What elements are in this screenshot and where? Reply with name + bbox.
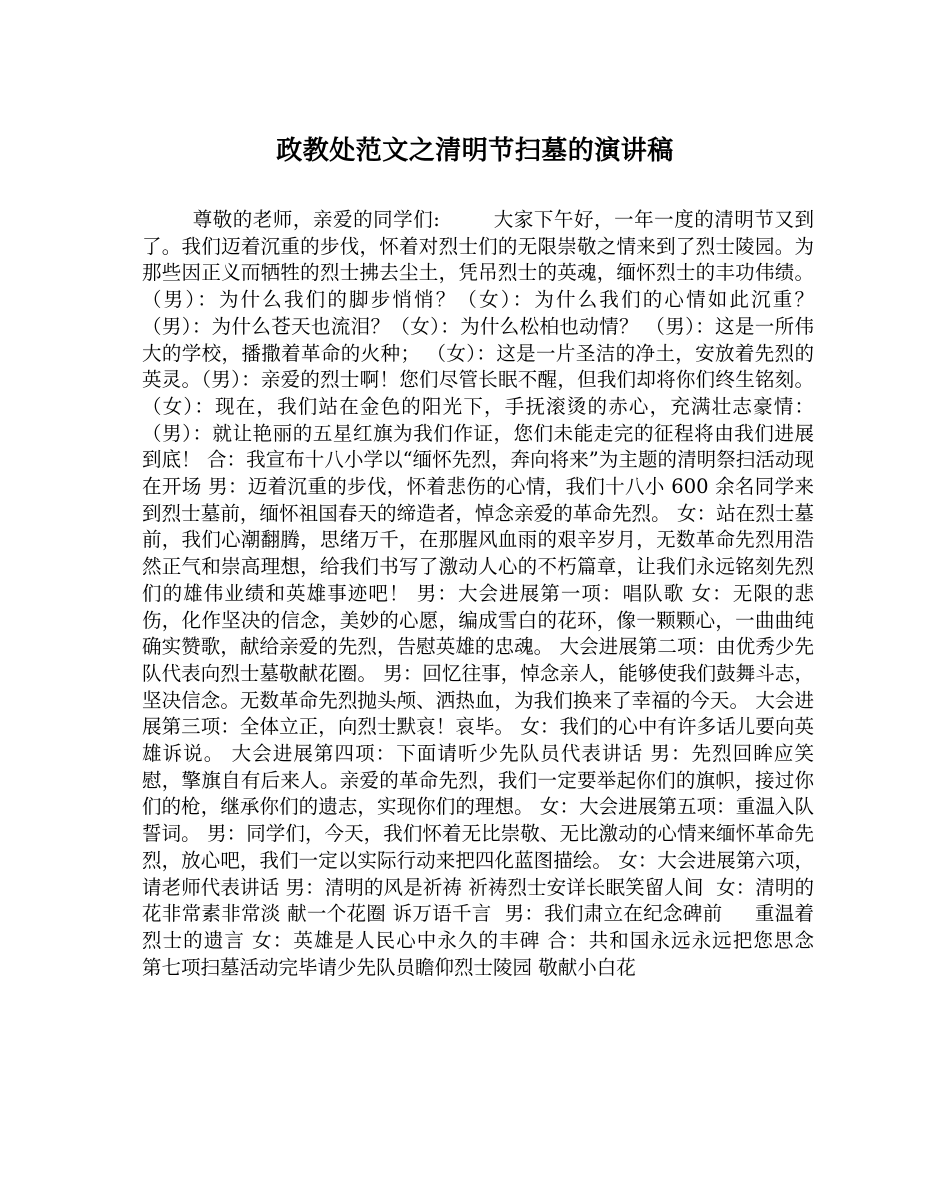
document-title: 政教处范文之清明节扫墓的演讲稿 [276, 136, 674, 166]
document-body: 尊敬的老师，亲爱的同学们: 大家下午好，一年一度的清明节又到了。我们迈着沉重的步伐，怀着对烈士们的无限崇敬之情来到了烈士陵园。为那些因正义而牺牲的烈士拂去尘土，凭吊烈士的英魂，缅怀烈士的丰功伟绩。 （男）：为什么我们的脚步悄悄？（女）：为什么我们的心情如此沉重？ （男）：为什么苍天也流泪？（女）：为什么松柏也动情？ （男）：这是一所伟大的学校，播撒着革命的火种； （女）：这是一片圣洁的净土，安放着先烈的英灵。（男）：亲爱的烈士啊！您们尽管长眠不醒，但我们却将你们终生铭刻。 （女）：现在，我们站在金色的阳光下，手抚滚烫的赤心，充满壮志豪情： （男）：就让艳丽的五星红旗为我们作证，您们未能走完的征程将由我们进展到底！ 合：我宣布十八小学以“缅怀先烈，奔向将来”为主题的清明祭扫活动现在开场 男：迈着沉重的步伐，怀着悲伤的心情，我们十八小 600 余名同学来到烈士墓前，缅怀祖国春天的缔造者，悼念亲爱的革命先烈。 女：站在烈士墓前，我们心潮翻腾，思绪万千，在那腥风血雨的艰辛岁月，无数革命先烈用浩然正气和崇高理想，给我们书写了激动人心的不朽篇章，让我们永远铭刻先烈们的雄伟业绩和英雄事迹吧！ 男：大会进展第一项：唱队歌 女：无限的悲伤，化作坚决的信念，美妙的心愿，编成雪白的花环，像一颗颗心，一曲曲纯确实赞歌，献给亲爱的先烈，告慰英雄的忠魂。 大会进展第二项：由优秀少先队代表向烈士墓敬献花圈。 男：回忆往事，悼念亲人，能够使我们鼓舞斗志，坚决信念。无数革命先烈抛头颅、洒热血，为我们换来了幸福的今天。 大会进展第三项：全体立正，向烈士默哀！哀毕。 女：我们的心中有许多话儿要向英雄诉说。 大会进展第四项：下面请听少先队员代表讲话 男：先烈回眸应笑慰，擎旗自有后来人。亲爱的革命先烈，我们一定要举起你们的旗帜，接过你们的枪，继承你们的遗志，实现你们的理想。 女：大会进展第五项：重温入队誓词。 男：同学们，今天，我们怀着无比崇敬、无比激动的心情来缅怀革命先烈，放心吧，我们一定以实际行动来把四化蓝图描绘。 女：大会进展第六项，请老师代表讲话 男：清明的风是祈祷 祈祷烈士安详长眠笑留人间 女：清明的花非常素非常淡 献一个花圈 诉万语千言 男：我们肃立在纪念碑前 重温着烈士的遗言 女：英雄是人民心中永久的丰碑 合：共和国永远永远把您思念 第七项扫墓活动完毕请少先队员瞻仰烈士陵园 敬献小白花 [142, 208, 858, 979]
